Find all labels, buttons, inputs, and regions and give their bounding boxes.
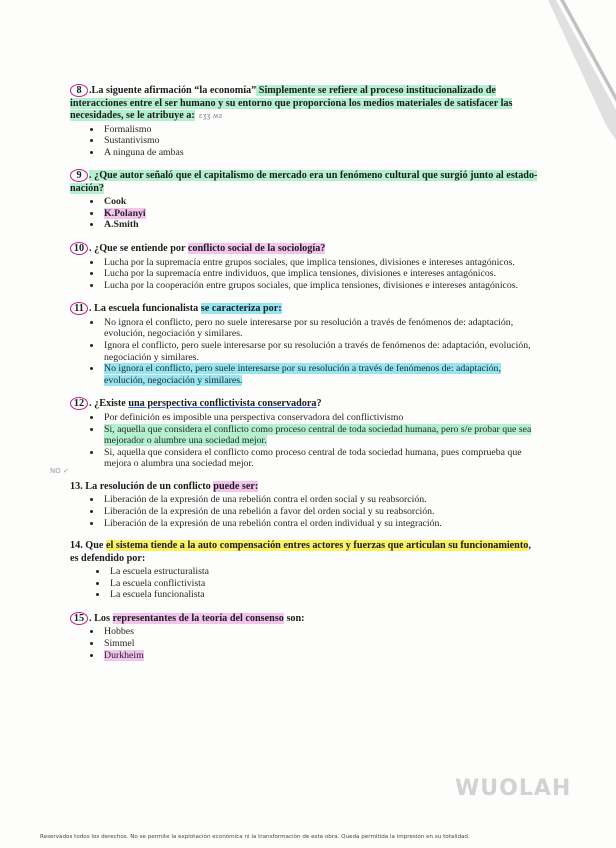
option-list <box>70 317 540 387</box>
question-11 <box>70 302 540 386</box>
option: • Lucha por la cooperación entre grupos sociales, que implica tensiones, divisiones e intereses antagónicos. <box>102 280 540 292</box>
title-text: . Los <box>89 612 113 624</box>
option <box>102 424 540 447</box>
question-number: 12 <box>70 397 88 410</box>
question-13 <box>70 481 540 529</box>
question-list <box>50 84 540 672</box>
option: • Formalismo <box>102 124 540 136</box>
title-text: . ¿Existe <box>89 398 129 410</box>
option: • Liberación de la expresión de una rebelión contra el orden social y su reabsorción. <box>102 494 540 506</box>
question-number: 11 <box>70 302 88 315</box>
option-highlight: Si, aquella que considera el conflicto como proceso central de toda sociedad humana, pero s/e probar que sea mejorador o alumbre una sociedad mejor. <box>104 423 532 447</box>
option-highlight: K.Polanyi <box>104 207 146 219</box>
option: • A.Smith <box>102 219 540 231</box>
option-list <box>70 412 540 470</box>
option: • La escuela conflictivista <box>108 578 540 590</box>
option: • Lucha por la supremacía entre grupos sociales, que implica tensiones, divisiones e intereses antagónicos. <box>102 257 540 269</box>
title-text: 13. La resolución de un conflicto <box>70 480 214 492</box>
title-text: , es defendido por: <box>70 540 531 564</box>
option-list <box>70 626 540 661</box>
title-highlight: el sistema tiende a la auto compensación entres actores y fuerzas que articulan su funcionamiento <box>105 540 529 552</box>
question-8 <box>70 84 540 158</box>
option <box>102 208 540 220</box>
title-text: .La siguente afirmación <box>89 85 195 96</box>
question-title <box>70 540 540 565</box>
option: • Liberación de la expresión de una rebelión a favor del orden social y su reabsorción. <box>102 506 540 518</box>
option: • Liberación de la expresión de una rebelión contra el orden individual y su integración. <box>102 518 540 530</box>
option <box>102 650 540 662</box>
option-list <box>70 257 540 292</box>
option-list <box>70 124 540 159</box>
title-highlight: representantes de la teoría del consenso <box>112 612 284 624</box>
question-title <box>70 397 540 411</box>
question-number: 15 <box>70 612 88 625</box>
question-title <box>70 612 540 626</box>
option-highlight: No ignora el conflicto, pero suele interesarse por su resolución a través de fenómenos de: adaptación, evolución, negociación y similares. <box>104 363 501 386</box>
option-list <box>70 196 540 231</box>
option-list <box>70 494 540 529</box>
title-highlight: conflicto social de la sociología? <box>187 243 326 255</box>
watermark-logo: WUOLAH <box>455 776 572 801</box>
margin-note: NO ✓ <box>50 467 69 476</box>
option: • Por definición es imposible una perspectiva conservadora del conflictivismo <box>102 412 540 424</box>
handwritten-note: ɛʒʒ ʍƨ <box>198 112 223 120</box>
question-number: 9 <box>70 169 88 182</box>
footer-notice: Reservados todos los derechos. No se permite la explotación económica ni la transformación de esta obra. Queda permitida la impresión en su totalidad. <box>40 834 470 840</box>
option: • Si, aquella que considera el conflicto como proceso central de toda sociedad humana, pues comprueba que mejora o alumbra una sociedad mejor. <box>102 447 540 470</box>
title-highlight: Simplemente se refiere al proceso institucionalizado de interacciones entre el ser humano y su entorno que proporciona los medios materiales de satisfacer las necesidades, se le atribuye a: <box>70 85 513 121</box>
question-title <box>70 169 540 195</box>
question-number: 10 <box>70 242 88 255</box>
title-text: 14. Que <box>70 540 106 552</box>
option: • Ignora el conflicto, pero suele interesarse por su resolución a través de fenómenos de: adaptación, evolución, negociación y similares. <box>102 340 540 363</box>
title-highlight: . ¿Que autor señaló que el capitalismo de mercado era un fenómeno cultural que surgió junto al estado-nación? <box>70 170 538 194</box>
question-15 <box>70 612 540 661</box>
title-highlight: puede ser: <box>213 480 259 492</box>
title-text: . La escuela funcionalista <box>89 303 201 315</box>
option-highlight: Durkheim <box>104 649 144 661</box>
question-10 <box>70 242 540 291</box>
option: • Cook <box>102 196 540 208</box>
question-14 <box>70 540 540 601</box>
option-list <box>70 566 540 601</box>
question-12 <box>50 397 540 476</box>
question-number: 8 <box>70 84 88 97</box>
option: • La escuela funcionalista <box>108 589 540 601</box>
title-text: son: <box>283 612 305 624</box>
option: • Sustantivismo <box>102 135 540 147</box>
option: • No ignora el conflicto, pero no suele interesarse por su resolución a través de fenómenos de: adaptación, evolución, negociación y similares. <box>102 317 540 340</box>
title-text: . ¿Que se entiende por <box>89 243 188 255</box>
question-title <box>70 302 540 316</box>
title-underline: una perspectiva conflictivista conservadora <box>128 398 317 410</box>
page-fold-shadow <box>546 0 616 140</box>
title-highlight: se caracteriza por: <box>200 303 282 315</box>
title-text: ? <box>316 398 322 410</box>
question-title <box>70 84 540 123</box>
option <box>102 363 540 386</box>
option: • A ninguna de ambas <box>102 147 540 159</box>
question-title <box>70 242 540 256</box>
title-quote: “la economía” <box>194 85 257 96</box>
option: • La escuela estructuralista <box>108 566 540 578</box>
question-title <box>70 481 540 494</box>
option: • Lucha por la supremacía entre individuos, que implica tensiones, divisiones e intereses antagónicos. <box>102 268 540 280</box>
question-9 <box>70 169 540 231</box>
option: • Simmel <box>102 638 540 650</box>
option: • Hobbes <box>102 626 540 638</box>
